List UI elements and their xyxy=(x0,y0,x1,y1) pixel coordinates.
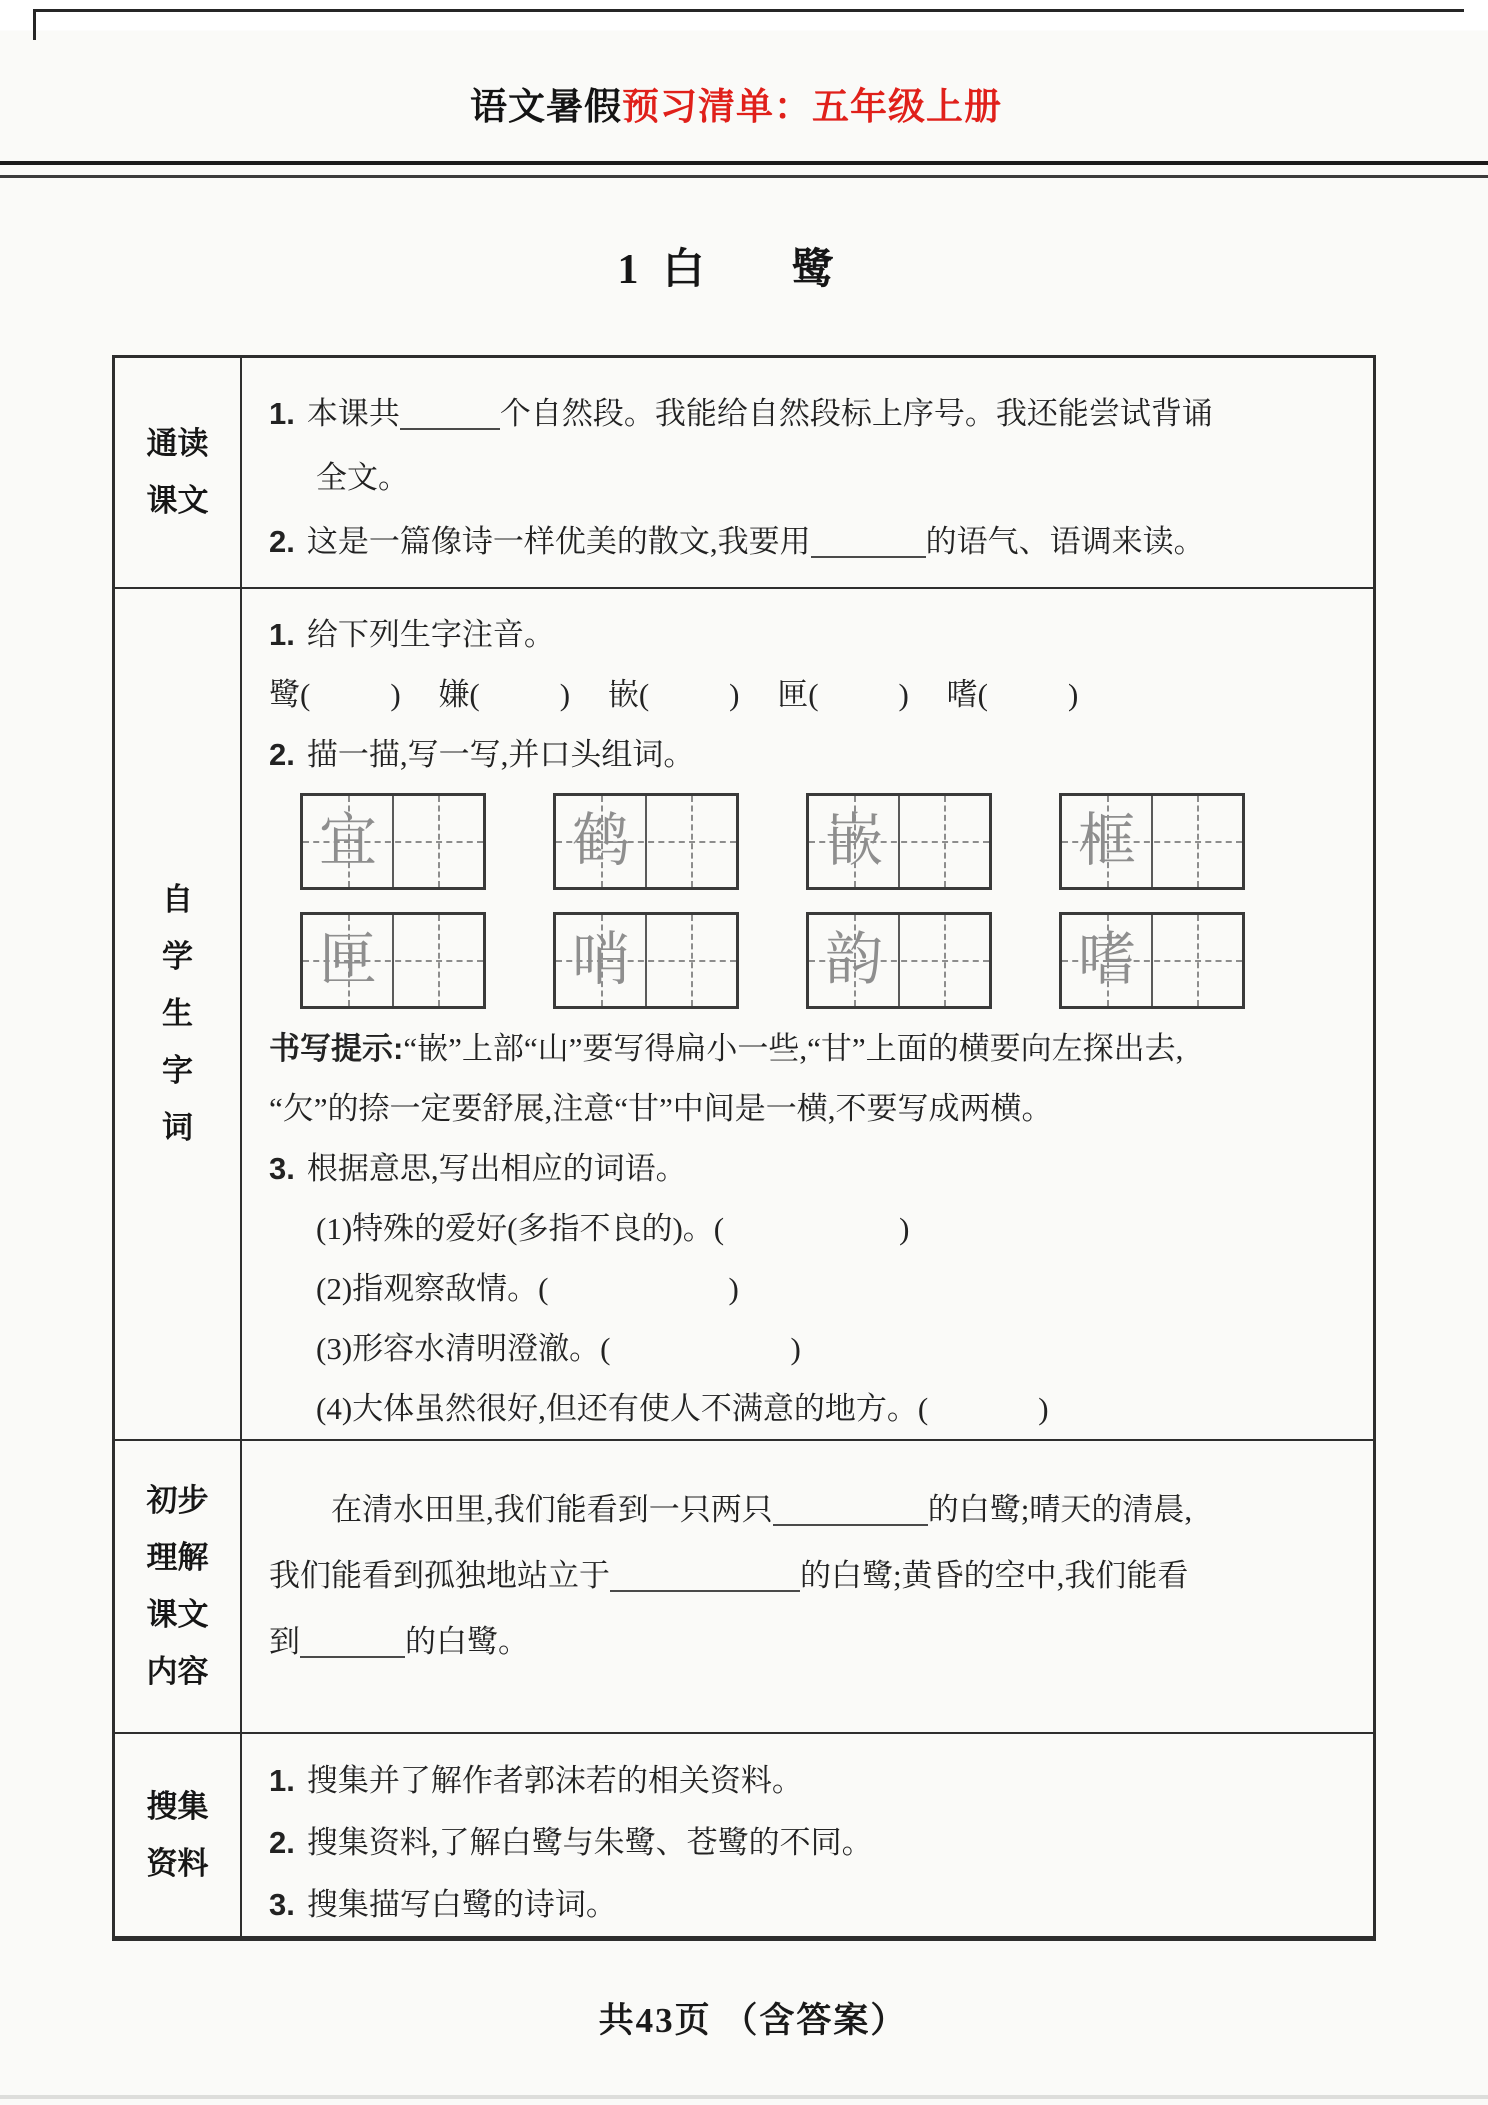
practice-grid xyxy=(806,912,992,1009)
practice-character: 宜 xyxy=(318,808,377,874)
list-item xyxy=(269,1750,1365,1812)
pinyin-char: 鹭 xyxy=(269,676,300,712)
paren: ) xyxy=(1038,1390,1049,1426)
pinyin-blank xyxy=(649,695,729,705)
answer-blank xyxy=(610,1349,790,1359)
row-label-line: 初步 xyxy=(146,1483,209,1519)
paragraph-text: 的白鹭。 xyxy=(405,1623,529,1659)
item-text: 这是一篇像诗一样优美的散文,我要用 xyxy=(306,524,811,559)
practice-character: 鹤 xyxy=(571,808,630,874)
practice-character: 框 xyxy=(1077,808,1136,874)
paren: ( xyxy=(469,676,480,712)
writing-tip-line xyxy=(269,1079,1365,1139)
fill-blank xyxy=(773,1504,928,1526)
pinyin-group xyxy=(777,677,909,712)
writing-tip xyxy=(269,1019,1365,1139)
paren: ) xyxy=(390,676,401,712)
header-divider-rule xyxy=(0,161,1488,178)
row-label-line: 内容 xyxy=(146,1654,209,1690)
pinyin-group xyxy=(608,677,740,712)
paren: ( xyxy=(977,676,988,712)
practice-character: 嵌 xyxy=(824,808,883,874)
row-label-line: 词 xyxy=(162,1110,193,1146)
item-text: 全文。 xyxy=(316,460,409,495)
top-crop-tick xyxy=(33,9,36,40)
row-content-read-text xyxy=(242,358,1373,587)
sub-item xyxy=(269,1259,1365,1319)
paren: ) xyxy=(898,676,909,712)
practice-grid xyxy=(300,793,486,890)
item-text: 的语气、语调来读。 xyxy=(925,524,1205,559)
row-label-line: 课文 xyxy=(146,483,209,519)
sub-item xyxy=(269,1319,1365,1379)
pinyin-char: 嫌 xyxy=(438,676,470,712)
paren: ) xyxy=(1067,676,1079,712)
row-label-line: 字 xyxy=(162,1053,193,1089)
list-item xyxy=(269,725,1365,785)
pinyin-blank xyxy=(819,695,899,705)
paragraph-line xyxy=(269,1609,1365,1675)
sub-item-text: (2)指观察敌情。( xyxy=(316,1270,549,1306)
pinyin-blank xyxy=(988,695,1068,705)
paren: ) xyxy=(899,1210,910,1246)
writing-tip-label: 书写提示: xyxy=(269,1030,404,1066)
paragraph-text: 的白鹭;黄昏的空中,我们能看 xyxy=(800,1557,1189,1593)
row-label-line: 自 xyxy=(162,882,193,918)
row-label-line: 生 xyxy=(162,996,193,1032)
practice-grid xyxy=(300,912,486,1009)
paragraph-line xyxy=(269,1477,1365,1543)
header-title-red: 预习清单：五年级上册 xyxy=(622,86,1002,127)
item-text: 搜集资料,了解白鹭与朱鹭、苍鹭的不同。 xyxy=(306,1825,873,1860)
practice-grid xyxy=(1059,912,1245,1009)
paren: ) xyxy=(729,676,740,712)
page-header xyxy=(470,76,1002,130)
item-text: 本课共 xyxy=(306,396,400,431)
item-number: 3. xyxy=(269,1150,295,1186)
practice-character: 哨 xyxy=(571,927,630,993)
fill-blank xyxy=(400,408,500,430)
table-row-read-text xyxy=(115,358,1373,589)
grid-row xyxy=(300,912,1365,1009)
row-label-line: 学 xyxy=(162,939,193,975)
item-number: 2. xyxy=(269,1825,295,1860)
top-crop-line xyxy=(33,9,1464,12)
row-content-research xyxy=(242,1734,1373,1936)
table-row-comprehension xyxy=(115,1441,1373,1734)
practice-grid xyxy=(1059,793,1245,890)
table-row-self-study xyxy=(115,589,1373,1441)
worksheet-table xyxy=(112,355,1376,1941)
paragraph-line xyxy=(269,1543,1365,1609)
paren: ( xyxy=(638,676,650,712)
sub-item xyxy=(269,1379,1365,1439)
row-label-comprehension xyxy=(115,1441,242,1732)
item-text: 描一描,写一写,并口头组词。 xyxy=(306,736,695,772)
paren: ) xyxy=(728,1270,739,1306)
paragraph-text: 在清水田里,我们能看到一只两只 xyxy=(331,1491,773,1527)
pinyin-exercise-line xyxy=(269,665,1365,725)
row-label-self-study xyxy=(115,589,242,1439)
pinyin-char: 嗜 xyxy=(946,676,978,712)
item-number: 2. xyxy=(269,736,295,772)
list-item xyxy=(269,1812,1365,1874)
sub-item-text: (3)形容水清明澄澈。( xyxy=(316,1330,611,1366)
row-label-research xyxy=(115,1734,242,1936)
list-item-continuation xyxy=(269,446,1365,510)
header-title-black: 语文暑假 xyxy=(470,86,622,127)
writing-tip-text: “欠”的捺一定要舒展,注意“甘”中间是一横,不要写成两横。 xyxy=(269,1090,1053,1126)
practice-character: 韵 xyxy=(824,927,883,993)
pinyin-blank xyxy=(480,695,560,705)
character-practice-grids xyxy=(300,793,1365,1009)
answer-blank xyxy=(928,1409,1038,1419)
paragraph-text: 的白鹭;晴天的清晨, xyxy=(927,1491,1193,1527)
list-item xyxy=(269,510,1365,574)
row-label-line: 资料 xyxy=(146,1846,209,1881)
practice-character: 嗜 xyxy=(1077,927,1136,993)
pinyin-group xyxy=(438,677,570,712)
row-content-comprehension xyxy=(242,1441,1373,1732)
fill-blank xyxy=(610,1570,800,1592)
grid-row xyxy=(300,793,1365,890)
item-number: 2. xyxy=(269,524,295,559)
pinyin-blank xyxy=(310,695,390,705)
pinyin-group xyxy=(947,677,1079,712)
page-footer: 共43页 （含答案） xyxy=(598,2001,908,2040)
paren: ) xyxy=(790,1330,801,1366)
row-content-self-study xyxy=(242,589,1373,1439)
item-text: 搜集并了解作者郭沫若的相关资料。 xyxy=(306,1763,803,1798)
paren: ( xyxy=(808,676,819,712)
sub-item-text: (1)特殊的爱好(多指不良的)。( xyxy=(316,1210,725,1246)
fill-blank xyxy=(811,536,926,558)
item-number: 3. xyxy=(269,1887,295,1922)
item-number: 1. xyxy=(269,396,295,431)
pinyin-group xyxy=(269,677,401,712)
item-number: 1. xyxy=(269,1763,295,1798)
list-item xyxy=(269,382,1365,446)
lesson-title: 1 白 鹭 xyxy=(617,247,835,293)
paragraph-text: 到 xyxy=(269,1623,300,1659)
paragraph-text: 我们能看到孤独地站立于 xyxy=(269,1557,610,1593)
answer-blank xyxy=(724,1229,899,1239)
sub-item-text: (4)大体虽然很好,但还有使人不满意的地方。( xyxy=(316,1390,929,1426)
row-label-read-text xyxy=(115,358,242,587)
pinyin-char: 匣 xyxy=(777,676,809,712)
page-bottom-edge xyxy=(0,2095,1488,2099)
item-text: 个自然段。我能给自然段标上序号。我还能尝试背诵 xyxy=(499,396,1213,431)
row-label-line: 课文 xyxy=(146,1597,209,1633)
practice-grid xyxy=(553,912,739,1009)
item-text: 根据意思,写出相应的词语。 xyxy=(306,1150,687,1186)
writing-tip-line xyxy=(269,1019,1365,1079)
paren: ( xyxy=(300,676,311,712)
writing-tip-text: “嵌”上部“山”要写得扁小一些,“甘”上面的横要向左探出去, xyxy=(403,1030,1184,1066)
list-item xyxy=(269,1139,1365,1199)
paren: ) xyxy=(559,676,571,712)
practice-grid xyxy=(806,793,992,890)
list-item xyxy=(269,605,1365,665)
fill-blank xyxy=(300,1636,405,1658)
item-text: 搜集描写白鹭的诗词。 xyxy=(306,1887,617,1922)
pinyin-char: 嵌 xyxy=(607,676,639,712)
item-text: 给下列生字注音。 xyxy=(306,616,555,652)
list-item xyxy=(269,1874,1365,1936)
row-label-line: 搜集 xyxy=(146,1789,209,1824)
answer-blank xyxy=(548,1289,728,1299)
practice-grid xyxy=(553,793,739,890)
row-label-line: 理解 xyxy=(146,1540,209,1576)
sub-item xyxy=(269,1199,1365,1259)
table-row-research xyxy=(115,1734,1373,1936)
practice-character: 匣 xyxy=(318,927,377,993)
row-label-line: 通读 xyxy=(146,426,209,462)
item-number: 1. xyxy=(269,616,295,652)
